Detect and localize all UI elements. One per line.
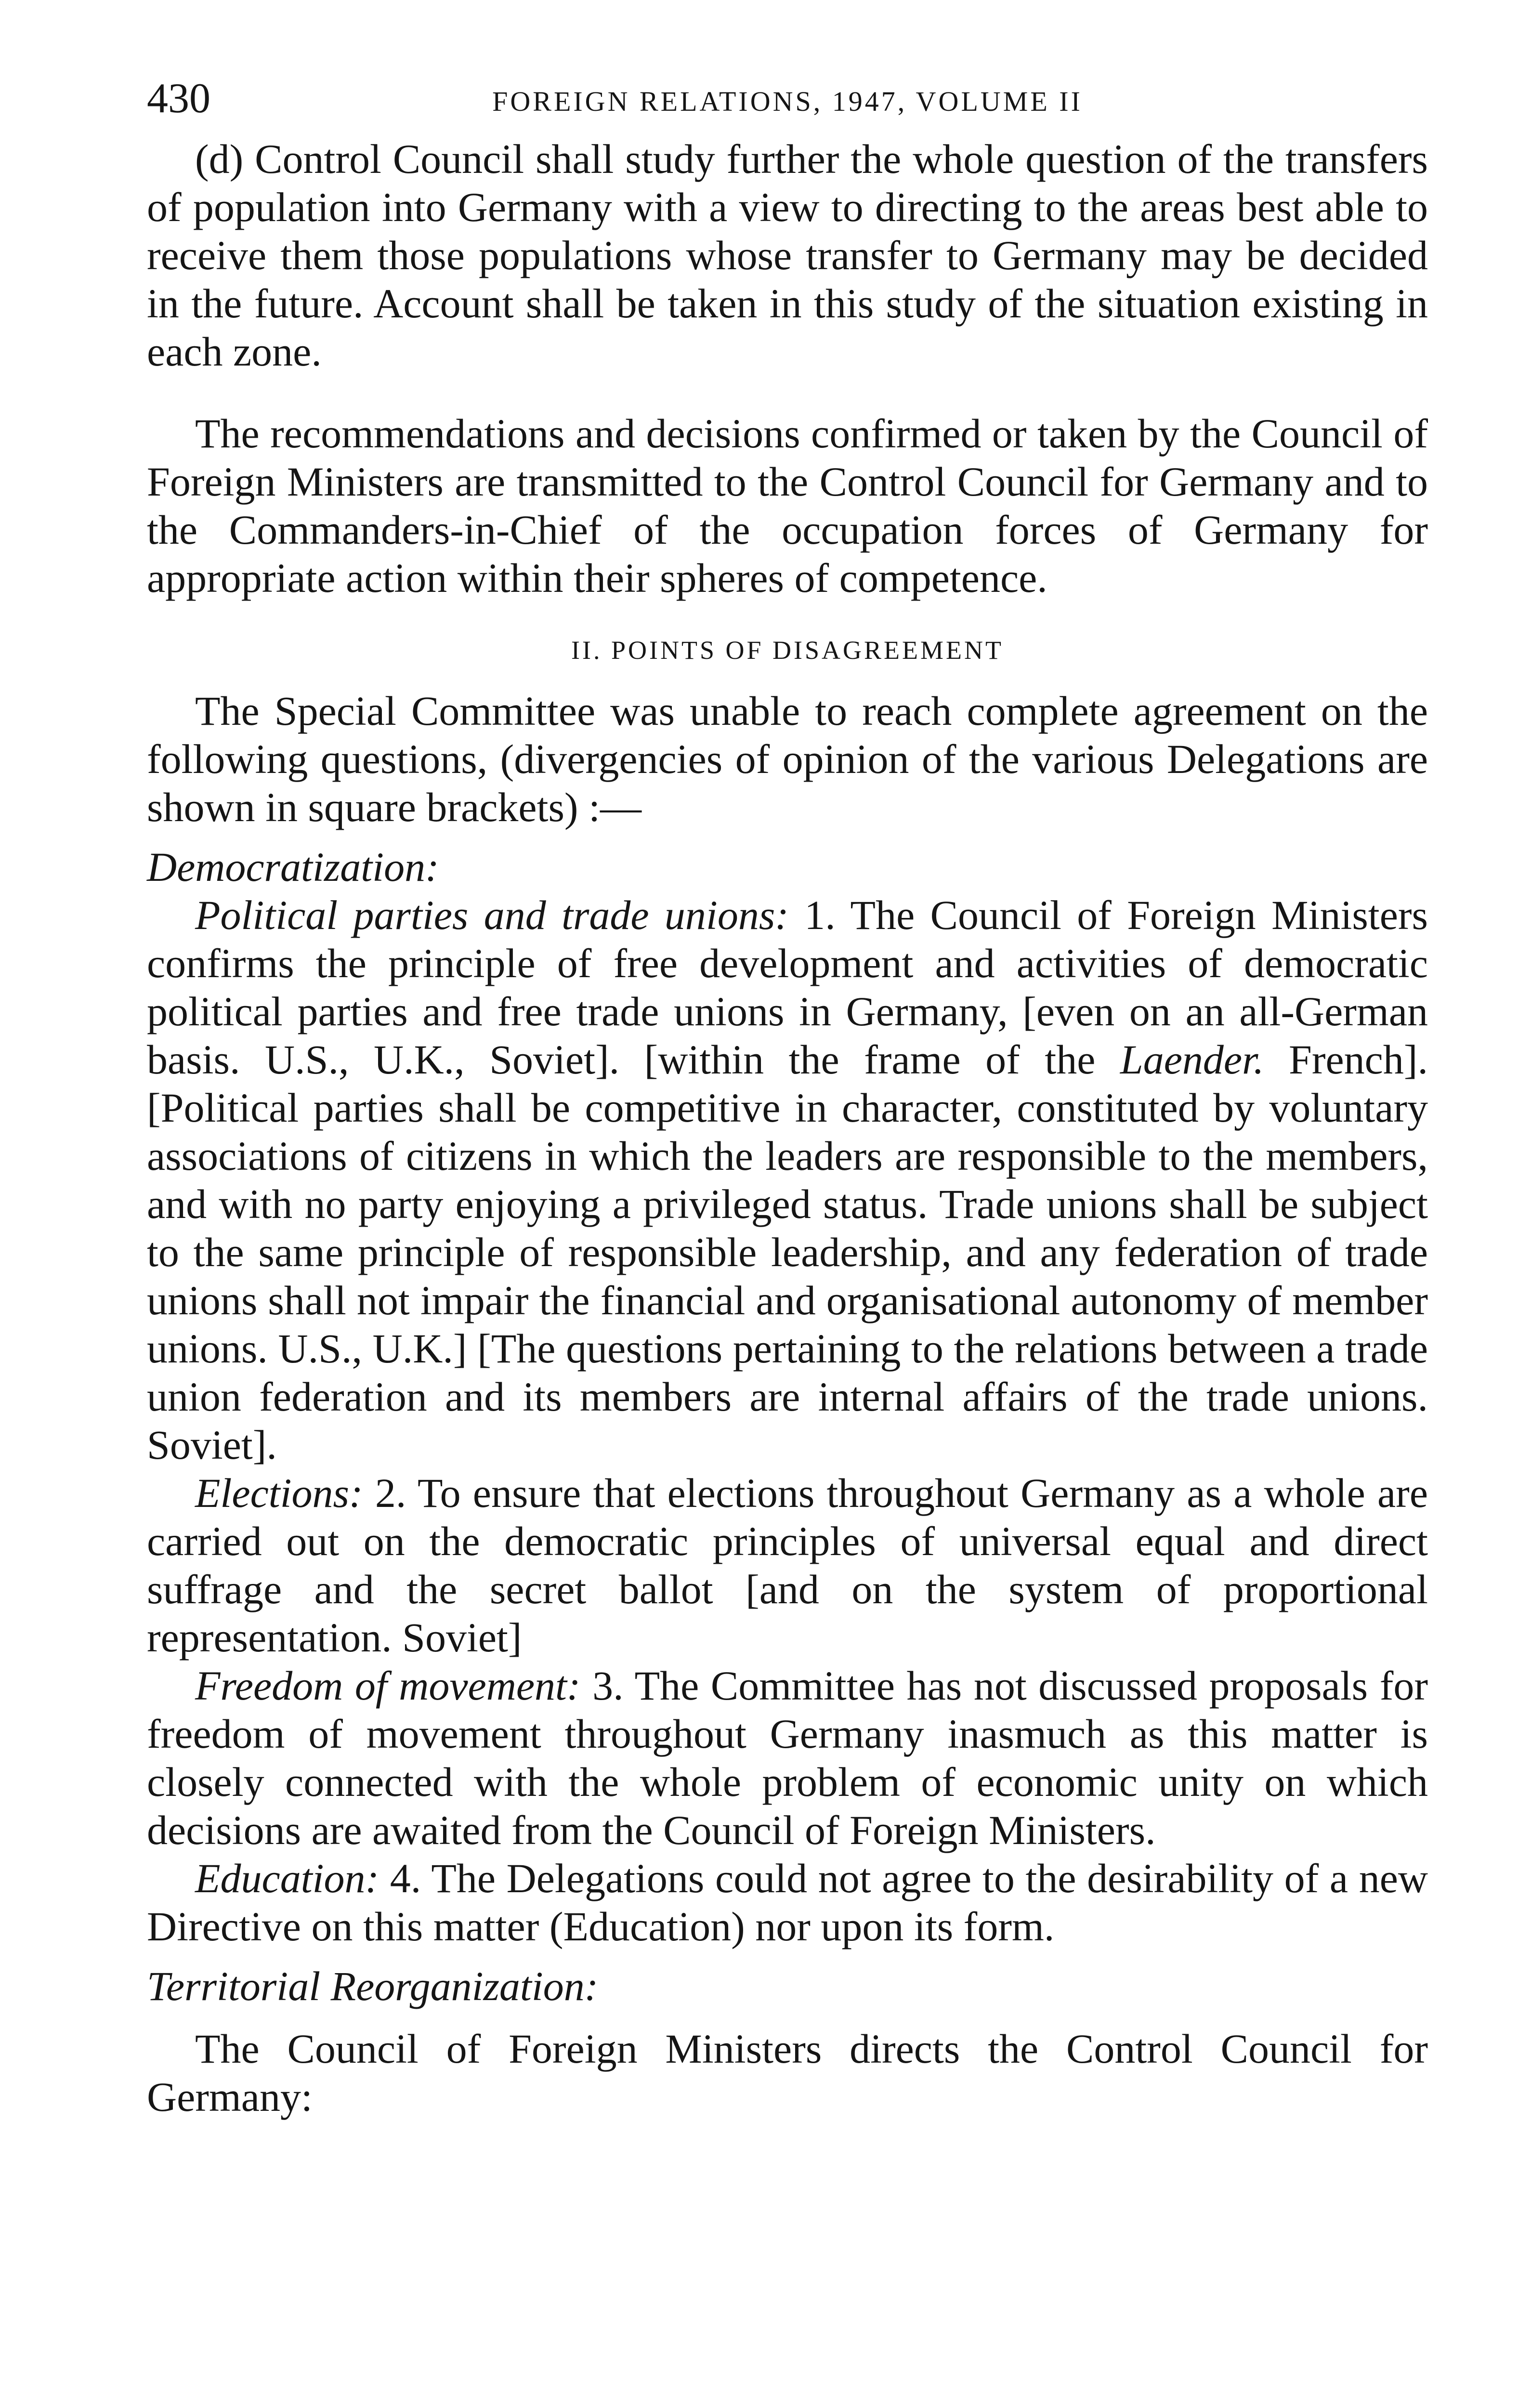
paragraph-special-committee: The Special Committee was unable to reach complete agreement on the following questions, (divergencies of opinion of the various Delegations are shown in square brackets) :— bbox=[147, 688, 1428, 830]
elections-text: 2. To ensure that elections throughout Germany as a whole are carried out on the democratic principles of universal equal and direct suffrage and the secret ballot [and on the system of proportional representation. Soviet] bbox=[147, 1470, 1428, 1661]
section-heading: II. POINTS OF DISAGREEMENT bbox=[571, 636, 1004, 665]
education-label: Education: bbox=[195, 1855, 380, 1901]
democratization-heading: Democratization: bbox=[147, 844, 439, 890]
paragraph-elections bbox=[147, 1469, 1428, 1662]
running-title: FOREIGN RELATIONS, 1947, VOLUME II bbox=[492, 86, 1083, 117]
freedom-of-movement-text: 3. The Committee has not discussed proposals for freedom of movement throughout Germany inasmuch as this matter is closely connected with the whole problem of economic unity on which decisions are awaited from the Council of Foreign Ministers. bbox=[147, 1662, 1428, 1853]
political-parties-text-b: French]. [Political parties shall be competitive in character, constituted by voluntary associations of citizens in which the leaders are responsible to the members, and with no party enjoying a privileged status. Trade unions shall be subject to the same principle of responsible leadership, and any federation of trade unions shall not impair the financial and organisational autonomy of member unions. U.S., U.K.] [The questions pertaining to the relations between a trade union federation and its members are internal affairs of the trade unions. Soviet]. bbox=[147, 1036, 1428, 1468]
document-page bbox=[147, 72, 1428, 2121]
paragraph-education bbox=[147, 1854, 1428, 1950]
paragraph-territorial: The Council of Foreign Ministers directs the Control Council for Germany: bbox=[147, 2026, 1428, 2120]
paragraph-political-parties bbox=[147, 891, 1428, 1469]
political-parties-text-a: 1. The Council of Foreign Ministers confirms the principle of free development and activities of democratic political parties and free trade unions in Germany, [even on an all-German basis. U.S., U.K., Soviet]. [within the frame of the bbox=[147, 892, 1428, 1083]
running-head bbox=[147, 72, 1428, 135]
political-parties-label: Political parties and trade unions: bbox=[195, 892, 789, 938]
territorial-reorganization-heading: Territorial Reorganization: bbox=[147, 1963, 599, 2009]
paragraph-freedom-of-movement bbox=[147, 1662, 1428, 1854]
education-text: 4. The Delegations could not agree to the desirability of a new Directive on this matter (Education) nor upon its form. bbox=[147, 1855, 1428, 1950]
paragraph-recommendations: The recommendations and decisions confirmed or taken by the Council of Foreign Ministers are transmitted to the Control Council for Germany and to the Commanders-in-Chief of the occupation forces of Germany for appropriate action within their spheres of competence. bbox=[147, 410, 1428, 601]
elections-label: Elections: bbox=[195, 1470, 363, 1516]
freedom-of-movement-label: Freedom of movement: bbox=[195, 1662, 581, 1709]
page-number: 430 bbox=[147, 75, 210, 122]
paragraph-d-item: (d) Control Council shall study further the whole question of the transfers of population into Germany with a view to directing to the areas best able to receive them those populations whose transfer to Germany may be decided in the future. Account shall be taken in this study of the situation existing in each zone. bbox=[147, 136, 1428, 375]
laender-term: Laender. bbox=[1120, 1036, 1264, 1083]
